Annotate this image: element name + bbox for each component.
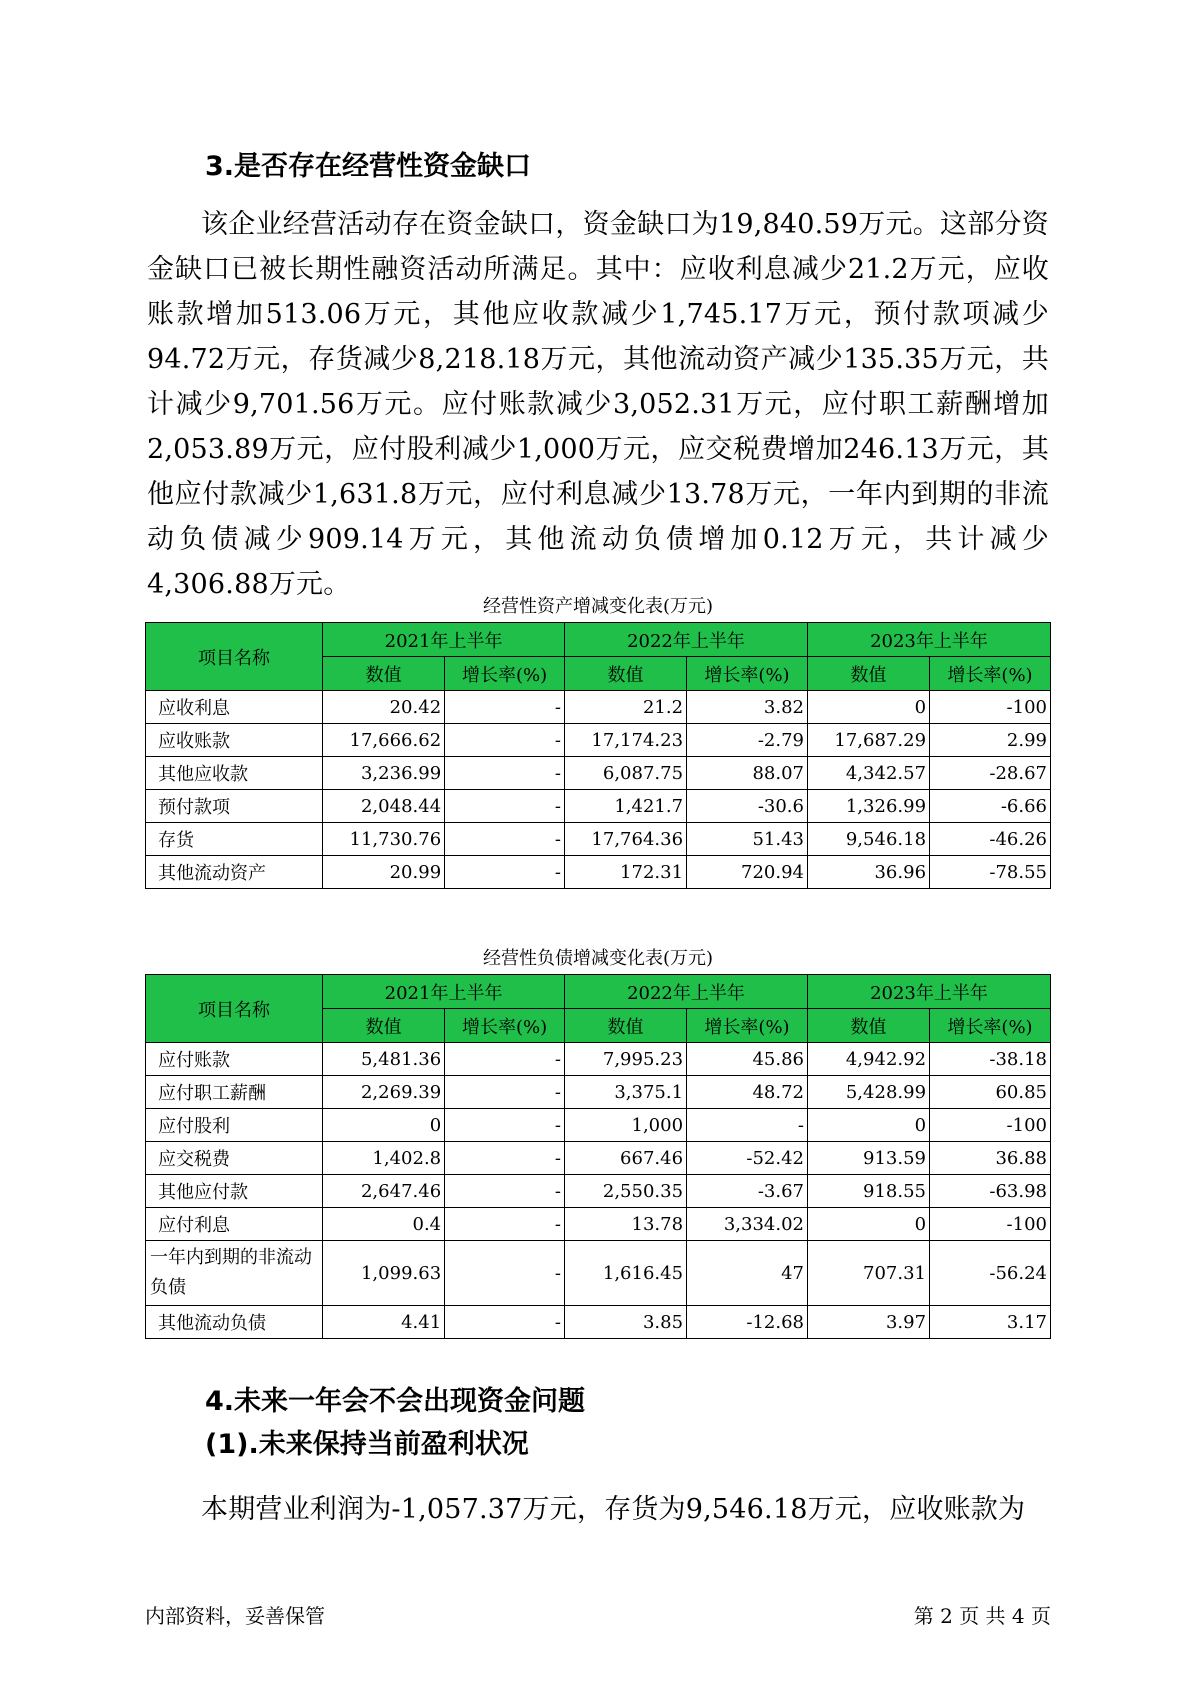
value-cell: 20.42 bbox=[323, 691, 445, 724]
liability-change-table bbox=[145, 974, 1051, 1339]
column-header-period: 2022年上半年 bbox=[565, 975, 808, 1009]
value-cell: 1,326.99 bbox=[807, 790, 929, 823]
value-cell: 1,616.45 bbox=[565, 1241, 687, 1306]
growth-cell: -46.26 bbox=[930, 823, 1051, 856]
value-cell: 1,421.7 bbox=[565, 790, 687, 823]
table-row bbox=[146, 1043, 1051, 1076]
value-cell: 4.41 bbox=[323, 1306, 445, 1339]
value-cell: 17,764.36 bbox=[565, 823, 687, 856]
value-cell: 3.85 bbox=[565, 1306, 687, 1339]
table-row bbox=[146, 757, 1051, 790]
value-cell: 3,375.1 bbox=[565, 1076, 687, 1109]
column-header-growth: 增长率(%) bbox=[930, 1009, 1051, 1043]
growth-cell: - bbox=[445, 1076, 565, 1109]
growth-cell: 48.72 bbox=[687, 1076, 808, 1109]
table-row bbox=[146, 691, 1051, 724]
value-cell: 1,099.63 bbox=[323, 1241, 445, 1306]
growth-cell: - bbox=[445, 790, 565, 823]
column-header-period: 2023年上半年 bbox=[807, 623, 1050, 657]
column-header-period: 2022年上半年 bbox=[565, 623, 808, 657]
growth-cell: - bbox=[445, 1208, 565, 1241]
growth-cell: - bbox=[445, 1043, 565, 1076]
row-label: 应付股利 bbox=[146, 1109, 323, 1142]
footer-confidential-note: 内部资料，妥善保管 bbox=[145, 1604, 325, 1628]
section-4-paragraph: 本期营业利润为-1,057.37万元，存货为9,546.18万元，应收账款为 bbox=[201, 1494, 1026, 1525]
row-label: 应收账款 bbox=[146, 724, 323, 757]
growth-cell: -3.67 bbox=[687, 1175, 808, 1208]
growth-cell: -56.24 bbox=[930, 1241, 1051, 1306]
column-header-growth: 增长率(%) bbox=[687, 657, 808, 691]
footer-page-number: 第 2 页 共 4 页 bbox=[913, 1604, 1051, 1628]
column-header-value: 数值 bbox=[565, 657, 687, 691]
row-label: 应付利息 bbox=[146, 1208, 323, 1241]
value-cell: 0 bbox=[323, 1109, 445, 1142]
growth-cell: -30.6 bbox=[687, 790, 808, 823]
value-cell: 3.97 bbox=[807, 1306, 929, 1339]
growth-cell: - bbox=[687, 1109, 808, 1142]
growth-cell: -2.79 bbox=[687, 724, 808, 757]
value-cell: 0.4 bbox=[323, 1208, 445, 1241]
table-row bbox=[146, 1142, 1051, 1175]
asset-change-table bbox=[145, 622, 1051, 889]
growth-cell: - bbox=[445, 1241, 565, 1306]
column-header-period: 2021年上半年 bbox=[323, 623, 565, 657]
growth-cell: 3,334.02 bbox=[687, 1208, 808, 1241]
table-row bbox=[146, 823, 1051, 856]
column-header-value: 数值 bbox=[807, 657, 929, 691]
growth-cell: -38.18 bbox=[930, 1043, 1051, 1076]
column-header-growth: 增长率(%) bbox=[687, 1009, 808, 1043]
section-4-subtitle: (1).未来保持当前盈利状况 bbox=[205, 1429, 529, 1460]
value-cell: 11,730.76 bbox=[323, 823, 445, 856]
growth-cell: - bbox=[445, 1175, 565, 1208]
value-cell: 1,000 bbox=[565, 1109, 687, 1142]
value-cell: 5,481.36 bbox=[323, 1043, 445, 1076]
table-row bbox=[146, 1241, 1051, 1306]
value-cell: 6,087.75 bbox=[565, 757, 687, 790]
growth-cell: 47 bbox=[687, 1241, 808, 1306]
value-cell: 0 bbox=[807, 1109, 929, 1142]
column-header-value: 数值 bbox=[323, 1009, 445, 1043]
value-cell: 0 bbox=[807, 1208, 929, 1241]
liability-table-caption: 经营性负债增减变化表(万元) bbox=[482, 948, 714, 969]
row-label: 其他流动负债 bbox=[146, 1306, 323, 1339]
growth-cell: - bbox=[445, 1306, 565, 1339]
column-header-value: 数值 bbox=[807, 1009, 929, 1043]
table-row bbox=[146, 1306, 1051, 1339]
section-3-paragraph: 该企业经营活动存在资金缺口，资金缺口为19,840.59万元。这部分资金缺口已被长期性融资活动所满足。其中：应收利息减少21.2万元，应收账款增加513.06万元，其他应收款减少1,745.17万元，预付款项减少94.72万元，存货减少8,218.18万元，其他流动资产减少135.35万元，共计减少9,701.56万元。应付账款减少3,052.31万元，应付职工薪酬增加2,053.89万元，应付股利减少1,000万元，应交税费增加246.13万元，其他应付款减少1,631.8万元，应付利息减少13.78万元，一年内到期的非流动负债减少909.14万元，其他流动负债增加0.12万元，共计减少4,306.88万元。 bbox=[147, 209, 1049, 600]
row-label: 其他应收款 bbox=[146, 757, 323, 790]
growth-cell: 60.85 bbox=[930, 1076, 1051, 1109]
growth-cell: 3.82 bbox=[687, 691, 808, 724]
value-cell: 20.99 bbox=[323, 856, 445, 889]
growth-cell: -6.66 bbox=[930, 790, 1051, 823]
value-cell: 1,402.8 bbox=[323, 1142, 445, 1175]
growth-cell: -12.68 bbox=[687, 1306, 808, 1339]
row-label: 应交税费 bbox=[146, 1142, 323, 1175]
table-row bbox=[146, 790, 1051, 823]
growth-cell: 720.94 bbox=[687, 856, 808, 889]
value-cell: 13.78 bbox=[565, 1208, 687, 1241]
growth-cell: - bbox=[445, 691, 565, 724]
column-header-value: 数值 bbox=[323, 657, 445, 691]
growth-cell: 36.88 bbox=[930, 1142, 1051, 1175]
column-header-value: 数值 bbox=[565, 1009, 687, 1043]
asset-table-caption: 经营性资产增减变化表(万元) bbox=[482, 596, 714, 617]
growth-cell: - bbox=[445, 823, 565, 856]
growth-cell: 88.07 bbox=[687, 757, 808, 790]
growth-cell: -28.67 bbox=[930, 757, 1051, 790]
column-header-growth: 增长率(%) bbox=[930, 657, 1051, 691]
row-label: 其他流动资产 bbox=[146, 856, 323, 889]
growth-cell: - bbox=[445, 757, 565, 790]
growth-cell: 2.99 bbox=[930, 724, 1051, 757]
growth-cell: 51.43 bbox=[687, 823, 808, 856]
value-cell: 2,269.39 bbox=[323, 1076, 445, 1109]
growth-cell: -100 bbox=[930, 691, 1051, 724]
value-cell: 2,550.35 bbox=[565, 1175, 687, 1208]
growth-cell: -78.55 bbox=[930, 856, 1051, 889]
row-label: 应收利息 bbox=[146, 691, 323, 724]
column-header-item-name: 项目名称 bbox=[146, 975, 323, 1043]
value-cell: 17,174.23 bbox=[565, 724, 687, 757]
growth-cell: - bbox=[445, 724, 565, 757]
table-row bbox=[146, 1109, 1051, 1142]
value-cell: 172.31 bbox=[565, 856, 687, 889]
growth-cell: - bbox=[445, 1109, 565, 1142]
row-label: 应付职工薪酬 bbox=[146, 1076, 323, 1109]
growth-cell: -100 bbox=[930, 1208, 1051, 1241]
value-cell: 918.55 bbox=[807, 1175, 929, 1208]
growth-cell: 3.17 bbox=[930, 1306, 1051, 1339]
value-cell: 5,428.99 bbox=[807, 1076, 929, 1109]
growth-cell: - bbox=[445, 856, 565, 889]
value-cell: 36.96 bbox=[807, 856, 929, 889]
value-cell: 707.31 bbox=[807, 1241, 929, 1306]
section-4-title: 4.未来一年会不会出现资金问题 bbox=[205, 1386, 586, 1417]
row-label: 一年内到期的非流动负债 bbox=[146, 1241, 323, 1306]
row-label: 预付款项 bbox=[146, 790, 323, 823]
growth-cell: 45.86 bbox=[687, 1043, 808, 1076]
column-header-growth: 增长率(%) bbox=[445, 657, 565, 691]
value-cell: 913.59 bbox=[807, 1142, 929, 1175]
value-cell: 4,942.92 bbox=[807, 1043, 929, 1076]
growth-cell: -52.42 bbox=[687, 1142, 808, 1175]
value-cell: 667.46 bbox=[565, 1142, 687, 1175]
table-row bbox=[146, 1208, 1051, 1241]
table-row bbox=[146, 856, 1051, 889]
value-cell: 17,666.62 bbox=[323, 724, 445, 757]
table-row bbox=[146, 1076, 1051, 1109]
row-label: 其他应付款 bbox=[146, 1175, 323, 1208]
value-cell: 2,048.44 bbox=[323, 790, 445, 823]
column-header-growth: 增长率(%) bbox=[445, 1009, 565, 1043]
row-label: 存货 bbox=[146, 823, 323, 856]
growth-cell: -100 bbox=[930, 1109, 1051, 1142]
value-cell: 17,687.29 bbox=[807, 724, 929, 757]
table-row bbox=[146, 1175, 1051, 1208]
row-label: 应付账款 bbox=[146, 1043, 323, 1076]
value-cell: 3,236.99 bbox=[323, 757, 445, 790]
value-cell: 0 bbox=[807, 691, 929, 724]
value-cell: 4,342.57 bbox=[807, 757, 929, 790]
column-header-period: 2023年上半年 bbox=[807, 975, 1050, 1009]
table-row bbox=[146, 724, 1051, 757]
value-cell: 9,546.18 bbox=[807, 823, 929, 856]
growth-cell: - bbox=[445, 1142, 565, 1175]
column-header-item-name: 项目名称 bbox=[146, 623, 323, 691]
value-cell: 2,647.46 bbox=[323, 1175, 445, 1208]
value-cell: 7,995.23 bbox=[565, 1043, 687, 1076]
section-3-title: 3.是否存在经营性资金缺口 bbox=[205, 151, 532, 182]
column-header-period: 2021年上半年 bbox=[323, 975, 565, 1009]
value-cell: 21.2 bbox=[565, 691, 687, 724]
growth-cell: -63.98 bbox=[930, 1175, 1051, 1208]
